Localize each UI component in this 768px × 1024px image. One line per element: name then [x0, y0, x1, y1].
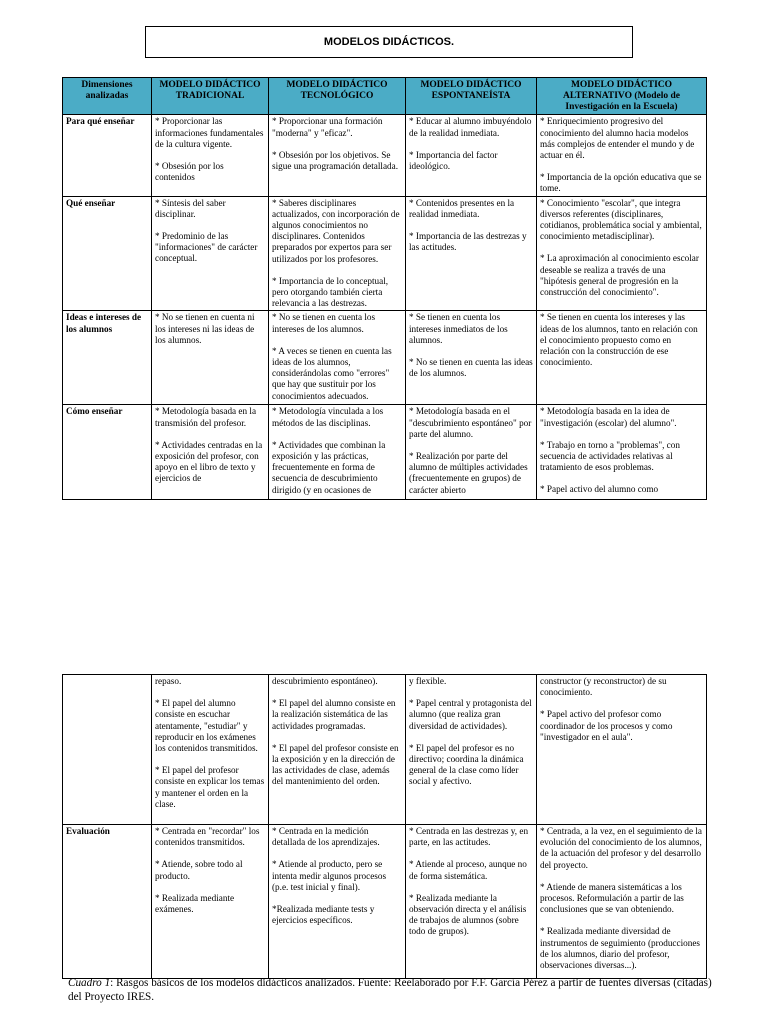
table-cell [152, 405, 269, 500]
cell-paragraph: * Proporcionar las informaciones fundamentales de la cultura vigente. [155, 116, 264, 149]
cell-paragraph: * Obsesión por los contenidos [155, 161, 224, 183]
cell-paragraph: *Realizada mediante tests y ejercicios específicos. [272, 904, 375, 926]
table-cell [406, 311, 537, 405]
cell-paragraph: * Atiende al producto, pero se intenta medir algunos procesos (p.e. test inicial y final). [272, 859, 387, 892]
cell-paragraph: * Importancia del factor ideológico. [409, 149, 498, 171]
header-traditional: MODELO DIDÁCTICO TRADICIONAL [152, 78, 269, 115]
cell-paragraph: * Metodología basada en la transmisión del profesor. [155, 406, 257, 428]
cell-paragraph: * Centrada en la medición detallada de los aprendizajes. [272, 826, 380, 848]
row-label: Qué enseñar [63, 196, 152, 311]
cell-paragraph: * Centrada en "recordar" los contenidos transmitidos. [155, 826, 260, 848]
table-cell [537, 405, 707, 500]
cell-paragraph: * Papel central y protagonista del alumno (que realiza gran diversidad de actividades). [409, 698, 532, 731]
table-cell [269, 196, 406, 311]
header-alternative: MODELO DIDÁCTICO ALTERNATIVO (Modelo de Investigación en la Escuela) [537, 78, 707, 115]
cell-paragraph: * Metodología basada en el "descubrimiento espontáneo" por parte del alumno. [409, 406, 532, 439]
cell-paragraph: * Papel activo del alumno como [540, 484, 659, 495]
cell-paragraph: * Centrada, a la vez, en el seguimiento de la evolución del conocimiento de los alumnos, de la actuación del profesor y del desarrollo del proyecto. [540, 826, 702, 870]
table-cell [269, 311, 406, 405]
cell-paragraph: * El papel del profesor consiste en la exposición y en la dirección de las actividades de clase, además del mantenimiento del orden. [272, 742, 399, 787]
cell-paragraph: * El papel del profesor consiste en explicar los temas y mantener el orden en la clase. [155, 765, 265, 809]
cell-paragraph: repaso. [155, 676, 182, 686]
row-label: Cómo enseñar [63, 405, 152, 500]
row-label [63, 675, 152, 825]
table-cell [269, 825, 406, 979]
header-technological: MODELO DIDÁCTICO TECNOLÓGICO [269, 78, 406, 115]
cell-paragraph: descubrimiento espontáneo). [272, 676, 378, 686]
cell-paragraph: y flexible. [409, 676, 447, 686]
table-cell [406, 196, 537, 311]
table-cell [406, 675, 537, 825]
table-row [63, 311, 707, 405]
cell-paragraph: constructor (y reconstructor) de su conocimiento. [540, 676, 667, 698]
table-row [63, 675, 707, 825]
table-cell [537, 115, 707, 196]
row-label: Evaluación [63, 825, 152, 979]
cell-paragraph: * Importancia de la opción educativa que se tome. [540, 172, 702, 194]
table-cell [269, 405, 406, 500]
cell-paragraph: * Educar al alumno imbuyéndolo de la realidad inmediata. [409, 116, 532, 138]
cell-paragraph: * La aproximación al conocimiento escolar deseable se realiza a través de una "hipótesis general de progresión en la construcción del conocimiento". [540, 253, 699, 298]
cell-paragraph: * Realización por parte del alumno de múltiples actividades (frecuentemente en grupos) de carácter abierto [409, 451, 528, 495]
cell-paragraph: * No se tienen en cuenta los intereses de los alumnos. [272, 312, 376, 334]
cell-paragraph: * El papel del alumno consiste en escuchar atentamente, "estudiar" y reproducir en los exámenes los contenidos transmitidos. [155, 698, 258, 754]
header-spontaneist: MODELO DIDÁCTICO ESPONTANEÍSTA [406, 78, 537, 115]
row-label: Para qué enseñar [63, 115, 152, 196]
cell-paragraph: * Saberes disciplinares actualizados, con incorporación de algunos conocimientos no disciplinares. Contenidos preparados por expertos para ser utilizados por los profesores. [272, 197, 400, 264]
table-cell [152, 825, 269, 979]
cell-paragraph: * Atiende, sobre todo al producto. [155, 859, 243, 881]
cell-paragraph: * Centrada en las destrezas y, en parte, en las actitudes. [409, 826, 529, 848]
caption-label: Cuadro 1 [68, 977, 111, 989]
cell-paragraph: * A veces se tienen en cuenta las ideas de los alumnos, considerándolas como "errores" que hay que sustituir por los conocimientos adecuados. [272, 345, 392, 401]
table-cell [537, 825, 707, 979]
cell-paragraph: * Conocimiento "escolar", que integra diversos referentes (disciplinares, cotidianos, problemática social y ambiental, conocimiento metadisciplinar). [540, 197, 702, 242]
cell-paragraph: * Contenidos presentes en la realidad inmediata. [409, 197, 515, 219]
cell-paragraph: * Se tienen en cuenta los intereses inmediatos de los alumnos. [409, 312, 508, 345]
models-table-top [62, 77, 707, 500]
cell-paragraph: * No se tienen en cuenta ni los intereses ni las ideas de los alumnos. [155, 312, 255, 345]
cell-paragraph: * Síntesis del saber disciplinar. [155, 197, 226, 219]
cell-paragraph: * Realizada mediante exámenes. [155, 892, 235, 915]
cell-paragraph: * Metodología basada en la idea de "investigación (escolar) del alumno". [540, 406, 677, 428]
table-row [63, 196, 707, 311]
cell-paragraph: * Enriquecimiento progresivo del conocimiento del alumno hacia modelos más complejos de entender el mundo y de actuar en él. [540, 116, 695, 160]
cell-paragraph: * Importancia de las destrezas y las actitudes. [409, 231, 527, 253]
cell-paragraph: * Se tienen en cuenta los intereses y las ideas de los alumnos, tanto en relación con el conocimiento propuesto como en relación con la construcción de ese conocimiento. [540, 312, 698, 368]
cell-paragraph: * Atiende al proceso, aunque no de forma sistemática. [409, 859, 527, 881]
header-dimensions: Dimensiones analizadas [63, 78, 152, 115]
table-cell [152, 311, 269, 405]
cell-paragraph: * El papel del alumno consiste en la realización sistemática de las actividades programadas. [272, 698, 396, 731]
cell-paragraph: * Actividades centradas en la exposición del profesor, con apoyo en el libro de texto y ejercicios de [155, 439, 263, 484]
table-cell [152, 675, 269, 825]
cell-paragraph: * Actividades que combinan la exposición y las prácticas, frecuentemente en forma de secuencia de descubrimiento dirigido (y en ocasiones de [272, 439, 386, 495]
table-cell [152, 196, 269, 311]
table-row [63, 115, 707, 196]
cell-paragraph: * No se tienen en cuenta las ideas de los alumnos. [409, 357, 533, 379]
table-cell [406, 825, 537, 979]
cell-paragraph: * Predominio de las "informaciones" de carácter conceptual. [155, 231, 258, 264]
table-cell [406, 115, 537, 196]
page-title: MODELOS DIDÁCTICOS. [145, 26, 633, 58]
table-header-row [63, 78, 707, 115]
table-cell [537, 311, 707, 405]
cell-paragraph: * El papel del profesor es no directivo; coordina la dinámica general de la clase como líder social y afectivo. [409, 742, 524, 787]
table-cell [406, 405, 537, 500]
cell-paragraph: * Trabajo en torno a "problemas", con secuencia de actividades relativas al tratamiento de esos problemas. [540, 439, 680, 473]
table-row [63, 405, 707, 500]
cell-paragraph: * Papel activo del profesor como coordinador de los procesos y como "investigador en el aula". [540, 709, 673, 742]
cell-paragraph: * Proporcionar una formación "moderna" y "eficaz". [272, 116, 383, 138]
table-caption [68, 976, 728, 1004]
cell-paragraph: * Obsesión por los objetivos. Se sigue una programación detallada. [272, 149, 399, 171]
cell-paragraph: * Realizada mediante diversidad de instrumentos de seguimiento (producciones de los alumnos, diario del profesor, observaciones diversas...). [540, 926, 700, 971]
cell-paragraph: * Realizada mediante la observación directa y el análisis de trabajos de alumnos (sobre todo de grupos). [409, 892, 527, 937]
cell-paragraph: * Importancia de lo conceptual, pero otorgando también cierta relevancia a las destrezas. [272, 275, 389, 309]
cell-paragraph: * Atiende de manera sistemáticas a los procesos. Reformulación a partir de las conclusiones que se van obteniendo. [540, 881, 684, 915]
table-cell [537, 675, 707, 825]
models-table-bottom [62, 674, 707, 979]
table-cell [537, 196, 707, 311]
caption-text: : Rasgos básicos de los modelos didácticos analizados. Fuente: Reelaborado por F.F. García Pérez a partir de fuentes diversas (citadas) del Proyecto IRES. [68, 977, 712, 1003]
table-row [63, 825, 707, 979]
cell-paragraph: * Metodología vinculada a los métodos de las disciplinas. [272, 406, 384, 428]
table-cell [269, 115, 406, 196]
table-cell [152, 115, 269, 196]
row-label: Ideas e intereses de los alumnos [63, 311, 152, 405]
table-cell [269, 675, 406, 825]
